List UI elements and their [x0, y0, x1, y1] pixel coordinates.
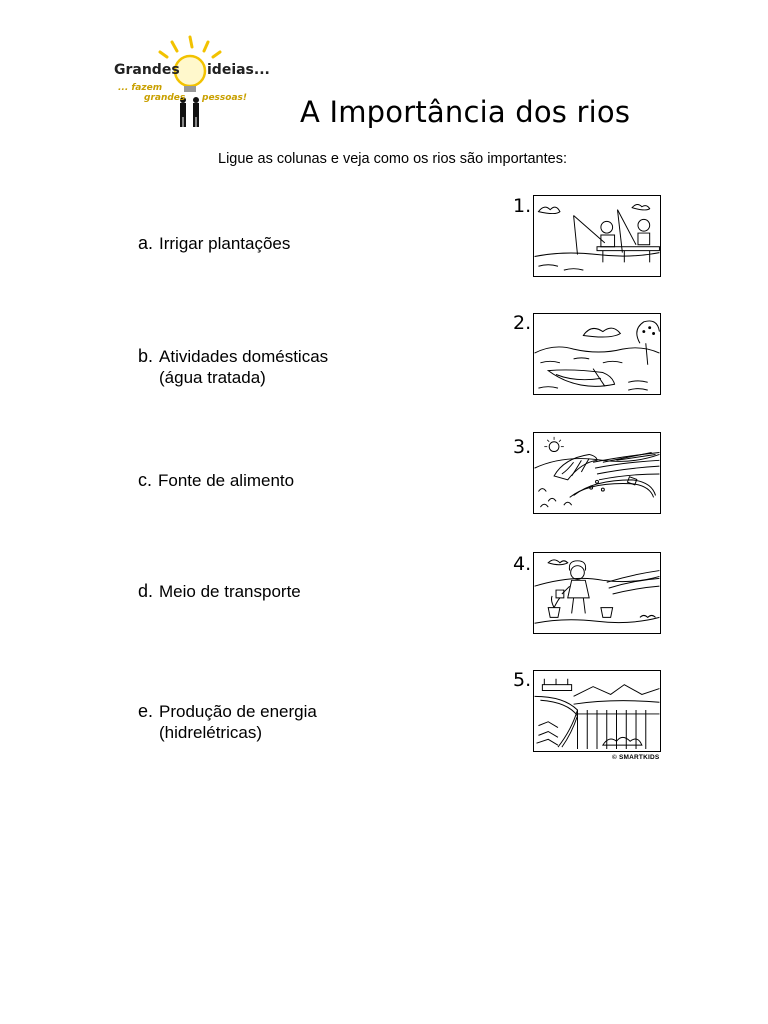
item-text: Irrigar plantações — [159, 234, 291, 253]
list-item-b — [138, 346, 328, 388]
picture-number-5: 5. — [513, 669, 532, 691]
instruction-text: Ligue as colunas e veja como os rios são importantes: — [218, 151, 567, 167]
item-letter: c. — [138, 470, 153, 490]
item-text: Meio de transporte — [159, 582, 301, 601]
girl-watering-plant-icon — [534, 553, 660, 633]
item-text-line2: (água tratada) — [159, 368, 266, 387]
credit-text: © SMARTKIDS — [612, 754, 660, 761]
picture-1 — [533, 195, 661, 277]
item-text: Fonte de alimento — [158, 471, 295, 490]
item-letter: b. — [138, 346, 154, 366]
picture-number-3: 3. — [513, 436, 532, 458]
logo-text-ideias: ideias... — [207, 62, 270, 78]
boat-on-river-icon — [534, 314, 660, 394]
list-item-c — [138, 470, 294, 491]
item-text: Atividades domésticas — [159, 347, 329, 366]
list-item-e — [138, 701, 317, 743]
list-item-a — [138, 233, 290, 254]
picture-number-2: 2. — [513, 312, 532, 334]
logo-text-fazem: ... fazem — [118, 83, 163, 93]
picture-2 — [533, 313, 661, 395]
picture-5 — [533, 670, 661, 752]
item-text-line2: (hidrelétricas) — [159, 723, 262, 742]
field-irrigation-hose-icon — [534, 433, 660, 513]
logo-text-grandes-2: grandes — [144, 93, 186, 103]
fishing-children-icon — [534, 196, 660, 276]
item-letter: e. — [138, 701, 154, 721]
hydroelectric-dam-icon — [534, 671, 660, 751]
logo-text-pessoas: pessoas! — [202, 93, 247, 103]
item-text: Produção de energia — [159, 702, 317, 721]
logo-text-grandes: Grandes — [114, 62, 180, 78]
picture-number-4: 4. — [513, 553, 532, 575]
item-letter: a. — [138, 233, 154, 253]
page-title: A Importância dos rios — [300, 95, 631, 129]
picture-4 — [533, 552, 661, 634]
picture-3 — [533, 432, 661, 514]
item-letter: d. — [138, 581, 154, 601]
grandes-ideias-logo — [110, 34, 270, 134]
lightbulb-logo-icon — [110, 34, 270, 134]
picture-number-1: 1. — [513, 195, 532, 217]
list-item-d — [138, 581, 301, 602]
